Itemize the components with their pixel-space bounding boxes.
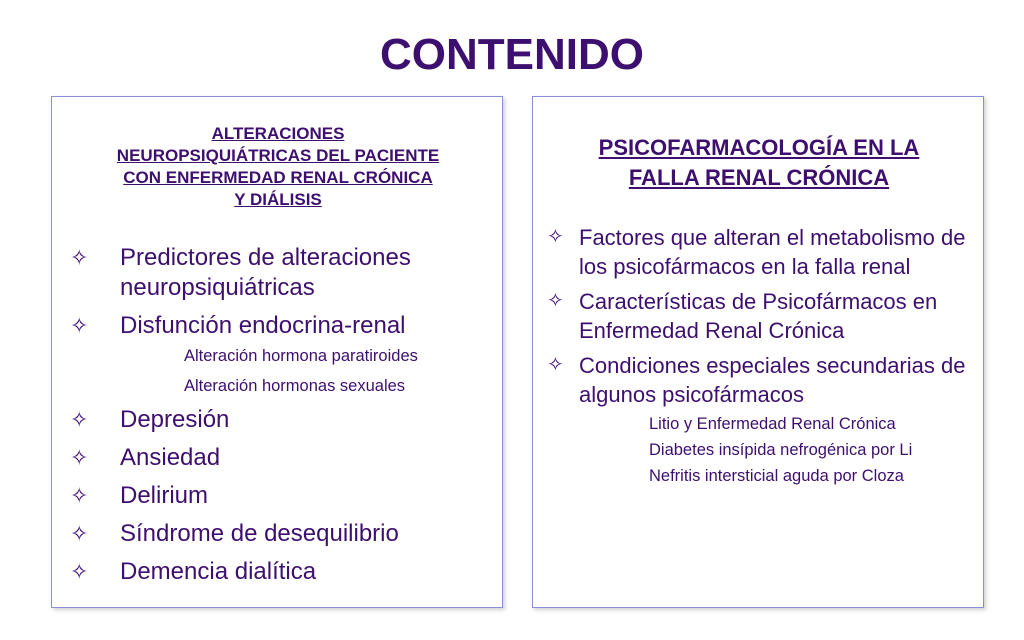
four-point-star-icon: ✧: [70, 445, 89, 470]
left-bullet-list: [70, 243, 500, 595]
sub-item: Alteración hormonas sexuales: [184, 377, 406, 395]
list-item-text: Disfunción endocrina-renal: [120, 312, 406, 339]
list-item: [70, 311, 500, 341]
left-heading-line: Y DIÁLISIS: [234, 190, 322, 209]
slide-title: CONTENIDO: [380, 30, 644, 79]
list-item: [70, 557, 500, 587]
four-point-star-icon: ✧: [70, 521, 89, 546]
list-item-text: Condiciones especiales secundarias de algunos psicofármacos: [579, 353, 966, 407]
list-item-text: Características de Psicofármacos en Enfermedad Renal Crónica: [579, 289, 938, 343]
four-point-star-icon: ✧: [70, 313, 89, 338]
left-panel-heading: [52, 123, 504, 211]
list-item-text: Demencia dialítica: [120, 558, 317, 585]
list-item: [70, 443, 500, 473]
sub-item: Alteración hormona paratiroides: [184, 347, 418, 365]
list-item-text: Ansiedad: [120, 444, 221, 471]
left-heading-line: NEUROPSIQUIÁTRICAS DEL PACIENTE: [116, 146, 440, 165]
list-item-text: Predictores de alteraciones neuropsiquiátricas: [120, 244, 411, 301]
left-panel: [51, 96, 503, 608]
list-item: [547, 287, 983, 345]
list-item: [70, 481, 500, 511]
list-item-text: Depresión: [120, 406, 230, 433]
list-item: [70, 405, 500, 435]
list-item: [547, 351, 983, 409]
four-point-star-icon: ✧: [547, 354, 564, 376]
four-point-star-icon: ✧: [70, 483, 89, 508]
right-heading-line: FALLA RENAL CRÓNICA: [628, 165, 890, 190]
sub-item: Nefritis intersticial aguda por Cloza: [649, 467, 904, 485]
four-point-star-icon: ✧: [70, 245, 89, 270]
right-panel: [532, 96, 984, 608]
right-panel-heading: [533, 133, 985, 193]
four-point-star-icon: ✧: [547, 226, 564, 248]
sub-item-group: [547, 411, 983, 489]
list-item: [547, 223, 983, 281]
list-item-text: Síndrome de desequilibrio: [120, 520, 399, 547]
list-item: [70, 243, 500, 303]
left-heading-line: ALTERACIONES: [211, 124, 345, 143]
four-point-star-icon: ✧: [70, 407, 89, 432]
left-heading-line: CON ENFERMEDAD RENAL CRÓNICA: [123, 168, 433, 187]
sub-item: Litio y Enfermedad Renal Crónica: [649, 415, 896, 433]
right-bullet-list: [547, 223, 983, 489]
list-item-text: Factores que alteran el metabolismo de los psicofármacos en la falla renal: [579, 225, 966, 279]
four-point-star-icon: ✧: [70, 559, 89, 584]
list-item-text: Delirium: [120, 482, 209, 509]
list-item: [70, 519, 500, 549]
four-point-star-icon: ✧: [547, 290, 564, 312]
right-heading-line: PSICOFARMACOLOGÍA EN LA: [598, 135, 920, 160]
sub-item: Diabetes insípida nefrogénica por Li: [649, 441, 913, 459]
